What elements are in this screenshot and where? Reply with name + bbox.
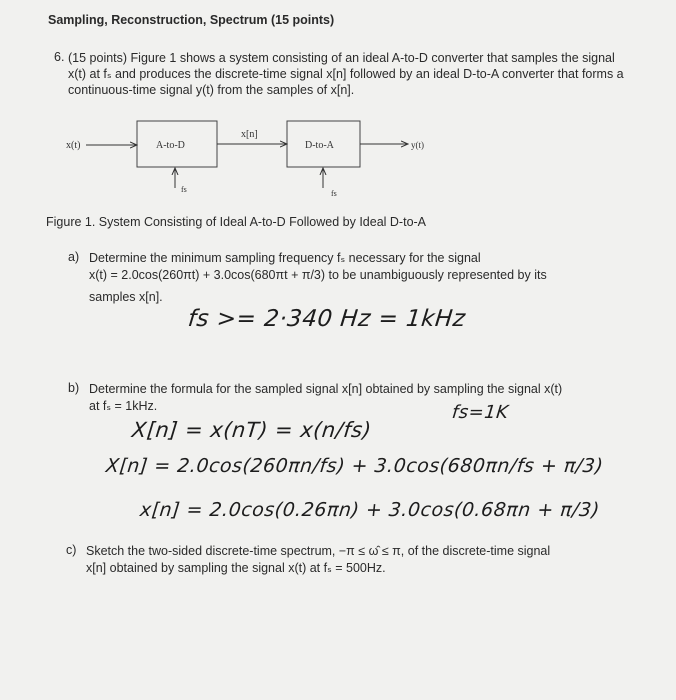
part-b-handwritten-line3: x[n] = 2.0cos(0.26πn) + 3.0cos(0.68πn + π/3)	[138, 499, 601, 521]
part-b-handwritten-line1: X[n] = x(nT) = x(n/fs)	[130, 418, 373, 442]
question-text: (15 points) Figure 1 shows a system consisting of an ideal A-to-D converter that samples the signal x(t) at fₛ and produces the discrete-time signal x[n] followed by an ideal D-to-A converter that forms a continuous-time signal y(t) from the samples of x[n].	[68, 51, 624, 97]
part-b-line1: Determine the formula for the sampled signal x[n] obtained by sampling the signal x(t)	[89, 382, 563, 396]
part-a-line2: x(t) = 2.0cos(260πt) + 3.0cos(680πt + π/3) to be unambiguously represented by its	[89, 268, 547, 282]
part-b-letter: b)	[68, 381, 80, 395]
fs1-label: fs	[181, 185, 187, 194]
part-a-line3: samples x[n].	[89, 290, 163, 304]
a-to-d-label: A-to-D	[156, 140, 185, 151]
block-diagram	[0, 0, 676, 240]
part-c-line2: x[n] obtained by sampling the signal x(t) at fₛ = 500Hz.	[86, 561, 386, 575]
part-c-line1: Sketch the two-sided discrete-time spectrum, −π ≤ ω̂ ≤ π, of the discrete-time signal	[86, 544, 551, 558]
xn-label: x[n]	[241, 129, 258, 140]
part-a-handwritten-answer: fs >= 2·340 Hz = 1kHz	[186, 306, 467, 332]
fs2-label: fs	[331, 189, 337, 198]
page-title: Sampling, Reconstruction, Spectrum (15 points)	[48, 13, 335, 27]
part-b-line2: at fₛ = 1kHz.	[89, 399, 158, 413]
figure-caption: Figure 1. System Consisting of Ideal A-to-D Followed by Ideal D-to-A	[46, 215, 427, 229]
question-number: 6.	[54, 50, 65, 64]
part-c-letter: c)	[66, 543, 77, 557]
d-to-a-label: D-to-A	[305, 140, 334, 151]
input-label: x(t)	[66, 140, 81, 151]
part-b-handwritten-note: fs=1K	[450, 402, 510, 423]
part-b-handwritten-line2: X[n] = 2.0cos(260πn/fs) + 3.0cos(680πn/fs + π/3)	[104, 455, 605, 477]
part-a-line1: Determine the minimum sampling frequency fₛ necessary for the signal	[89, 251, 481, 265]
output-label: y(t)	[411, 140, 424, 150]
part-a-letter: a)	[68, 250, 80, 264]
